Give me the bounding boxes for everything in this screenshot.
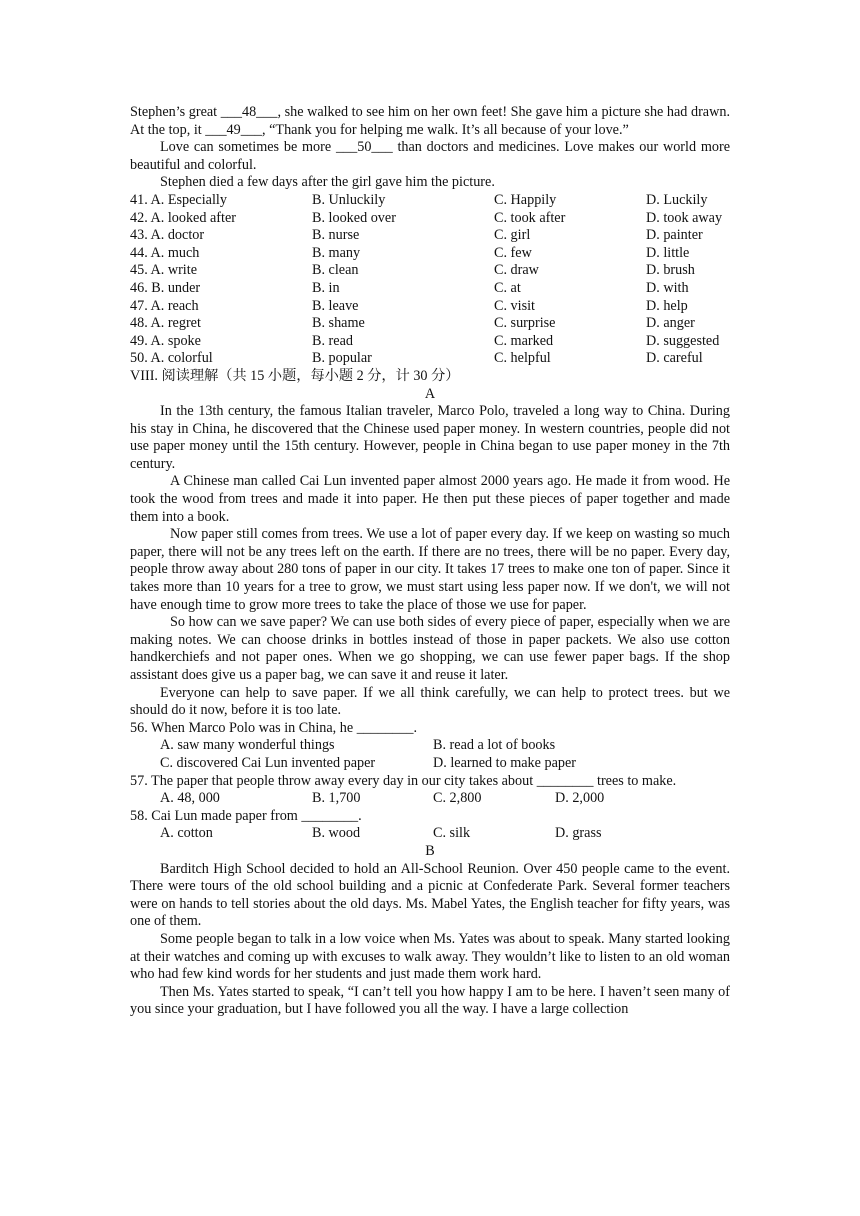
question-57-options: [130, 790, 730, 808]
cloze-paragraph-3: Stephen died a few days after the girl gave him the picture.: [160, 174, 495, 191]
option: C. draw: [494, 262, 539, 279]
option-row-45: [130, 262, 730, 280]
passage-a-paragraph: A Chinese man called Cai Lun invented paper almost 2000 years ago. He made it from wood. He took the wood from trees and made it into paper. He then put these pieces of paper together and made them into a book.: [130, 473, 730, 525]
option: B. 1,700: [312, 790, 361, 807]
option: 45. A. write: [130, 262, 197, 279]
passage-b-paragraph: Barditch High School decided to hold an All-School Reunion. Over 450 people came to the event. There were tours of the old school building and a picnic at Confederate Park. Several former teachers were on hands to tell stories about the old days. Ms. Mabel Yates, the English teacher for fifty years, was one of them.: [130, 860, 730, 930]
option: D. took away: [646, 209, 723, 226]
passage-a-paragraph: In the 13th century, the famous Italian traveler, Marco Polo, traveled a long way to China. During his stay in China, he discovered that the Chinese used paper money. In western countries, people did not use paper money until the 15th century. However, people in China began to use paper money in the 7th century.: [130, 403, 730, 472]
passage-a-paragraph: So how can we save paper? We can use both sides of every piece of paper, especially when we are making notes. We can choose drinks in bottles instead of those in paper packets. We also use cotton handkerchiefs and not paper ones. When we go shopping, we can use fewer paper bags. If the shop assistant does give us a paper bag, we can save it and reuse it later.: [130, 614, 730, 683]
option: B. clean: [312, 262, 359, 279]
option: C. visit: [494, 297, 535, 314]
option-row-44: [130, 245, 730, 263]
option: B. shame: [312, 315, 365, 332]
question-58-options: [130, 825, 730, 843]
option: D. help: [646, 297, 688, 314]
option: B. in: [312, 279, 340, 296]
cloze-paragraph-1: Stephen’s great ___48___, she walked to see him on her own feet! She gave him a picture she had drawn. At the top, it ___49___, “Thank you for helping me walk. It’s all because of your love.”: [130, 104, 730, 138]
passage-b-label: B: [425, 842, 435, 859]
option: B. wood: [312, 825, 361, 842]
passage-a-paragraph: Now paper still comes from trees. We use a lot of paper every day. If we keep on wasting so much paper, there will not be any trees left on the earth. If there are no trees, there will be no paper. Every day, people throw away about 280 tons of paper in our city. It takes 17 trees to make one ton of paper. Since it takes more than 10 years for a tree to grow, we must start using less paper now. If we don't, we will not have enough time to grow more trees to take the place of those we use for paper.: [130, 526, 730, 613]
option: C. surprise: [494, 315, 556, 332]
option-row-46: [130, 280, 730, 298]
option: D. anger: [646, 315, 695, 332]
option: B. nurse: [312, 227, 360, 244]
option: 50. A. colorful: [130, 350, 213, 367]
option: 46. B. under: [130, 279, 201, 296]
option: D. little: [646, 244, 690, 261]
question-56-stem: 56. When Marco Polo was in China, he ________.: [130, 719, 417, 736]
option: 49. A. spoke: [130, 332, 201, 349]
option-row-43: [130, 227, 730, 245]
option: B. looked over: [312, 209, 396, 226]
option-row-47: [130, 298, 730, 316]
option: D. with: [646, 279, 689, 296]
option: C. few: [494, 244, 532, 261]
option: C. took after: [494, 209, 566, 226]
option: A. saw many wonderful things: [160, 737, 335, 754]
question-57-stem: 57. The paper that people throw away every day in our city takes about ________ trees to make.: [130, 772, 677, 789]
option: B. read: [312, 332, 353, 349]
option-row-49: [130, 333, 730, 351]
option: C. Happily: [494, 191, 557, 208]
option: A. 48, 000: [160, 790, 220, 807]
cloze-options: [130, 192, 730, 368]
exam-page: [130, 104, 730, 1019]
option: 42. A. looked after: [130, 209, 236, 226]
option: 43. A. doctor: [130, 227, 205, 244]
option-row-48: [130, 315, 730, 333]
option: D. grass: [555, 825, 602, 842]
option: C. marked: [494, 332, 554, 349]
cloze-paragraph-2: Love can sometimes be more ___50___ than doctors and medicines. Love makes our world more beautiful and colorful.: [130, 139, 730, 173]
option: D. suggested: [646, 332, 720, 349]
option: D. learned to make paper: [433, 754, 576, 771]
option: C. at: [494, 279, 521, 296]
option: A. cotton: [160, 825, 213, 842]
option: 44. A. much: [130, 244, 200, 261]
option: B. popular: [312, 350, 372, 367]
option-row-42: [130, 210, 730, 228]
option: D. careful: [646, 350, 703, 367]
option: B. read a lot of books: [433, 737, 556, 754]
option: C. helpful: [494, 350, 551, 367]
option-row-41: [130, 192, 730, 210]
option: 48. A. regret: [130, 315, 201, 332]
option: 41. A. Especially: [130, 191, 227, 208]
option: C. silk: [433, 825, 471, 842]
option: C. discovered Cai Lun invented paper: [160, 754, 376, 771]
option: B. leave: [312, 297, 359, 314]
option-row-50: [130, 350, 730, 368]
question-58-stem: 58. Cai Lun made paper from ________.: [130, 807, 362, 824]
option: D. brush: [646, 262, 695, 279]
passage-b-paragraph: Some people began to talk in a low voice when Ms. Yates was about to speak. Many started looking at their watches and coming up with excuses to walk away. They wouldn’t like to listen to an old woman who had few kind words for her students and just made them work hard.: [130, 930, 730, 983]
passage-b-paragraph: Then Ms. Yates started to speak, “I can’t tell you how happy I am to be here. I haven’t seen many of you since your graduation, but I have followed you all the way. I have a large collection: [130, 983, 730, 1018]
option: D. 2,000: [555, 790, 605, 807]
option: C. girl: [494, 227, 531, 244]
passage-a-paragraph: Everyone can help to save paper. If we all think carefully, we can help to protect trees. but we should do it now, before it is too late.: [130, 684, 730, 719]
question-56-options: [130, 737, 730, 772]
option: C. 2,800: [433, 790, 482, 807]
option: B. Unluckily: [312, 191, 386, 208]
option: D. Luckily: [646, 191, 708, 208]
passage-a-label: A: [424, 385, 436, 402]
option: 47. A. reach: [130, 297, 199, 314]
option: D. painter: [646, 227, 703, 244]
option: B. many: [312, 244, 361, 261]
section-heading: VIII. 阅读理解（共 15 小题，每小题 2 分，计 30 分）: [130, 367, 460, 384]
